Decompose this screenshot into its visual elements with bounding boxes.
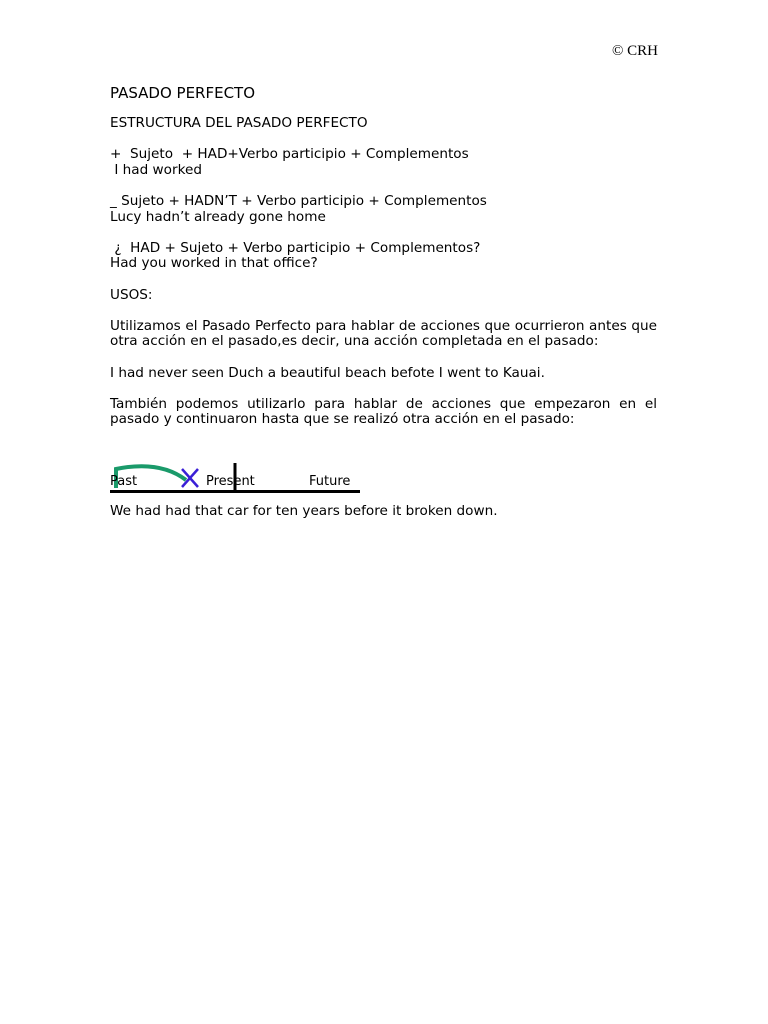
interrogative-example: Had you worked in that office?	[110, 255, 318, 272]
affirmative-example: I had worked	[110, 161, 202, 178]
interrogative-block	[110, 241, 657, 272]
uses-heading: USOS:	[110, 286, 153, 303]
use-1-paragraph: Utilizamos el Pasado Perfecto para hablar de acciones que ocurrieron antes que otra acción en el pasado,es decir, una acción completada en el pasado:	[110, 317, 657, 350]
affirmative-block	[110, 147, 657, 178]
use-2-paragraph: También podemos utilizarlo para hablar de acciones que empezaron en el pasado y continuaron hasta que se realizó otra acción en el pasado:	[110, 395, 657, 428]
structure-heading: ESTRUCTURA DEL PASADO PERFECTO	[110, 115, 368, 131]
document-title: PASADO PERFECTO	[110, 84, 256, 102]
copyright-notice: © CRH	[612, 43, 658, 59]
affirmative-formula: + Sujeto + HAD+Verbo participio + Complementos	[110, 146, 469, 163]
negative-block	[110, 194, 657, 225]
example-1: I had never seen Duch a beautiful beach befote I went to Kauai.	[110, 364, 545, 381]
timeline-label-present: Present	[206, 473, 255, 489]
timeline-label-future: Future	[309, 473, 351, 489]
timeline-diagram	[110, 446, 370, 494]
interrogative-formula: ¿ HAD + Sujeto + Verbo participio + Complementos?	[110, 239, 481, 256]
document-body	[110, 85, 657, 535]
example-2: We had had that car for ten years before it broken down.	[110, 502, 498, 519]
negative-example: Lucy hadn’t already gone home	[110, 208, 326, 225]
negative-formula: _ Sujeto + HADN’T + Verbo participio + Complementos	[110, 192, 487, 209]
timeline-label-past: Past	[110, 473, 138, 489]
